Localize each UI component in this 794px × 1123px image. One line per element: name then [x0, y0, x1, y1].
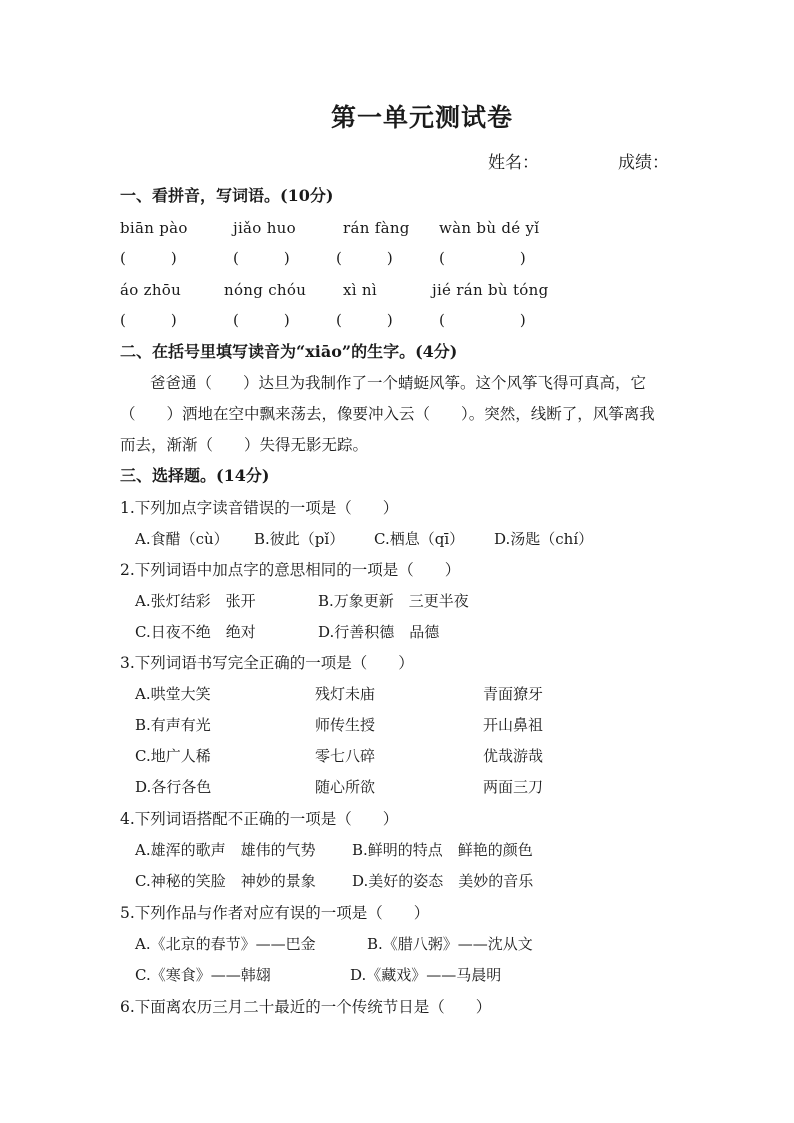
- option-c[interactable]: C.栖息（qī）: [374, 530, 465, 548]
- answer-blank[interactable]: ( ): [336, 249, 393, 267]
- score-label: 成绩：: [618, 153, 669, 173]
- pinyin-item: áo zhōu: [120, 281, 182, 299]
- question-stem: 3.下列词语书写完全正确的一项是（ ）: [120, 654, 414, 672]
- pinyin-item: wàn bù dé yǐ: [439, 219, 540, 237]
- fill-paragraph-line: 爸爸通（ ）达旦为我制作了一个蜻蜓风筝。这个风筝飞得可真高，它: [150, 374, 647, 392]
- option-b[interactable]: B.鲜明的特点 鲜艳的颜色: [352, 841, 533, 859]
- option-d[interactable]: D.美好的姿态 美妙的音乐: [352, 872, 534, 890]
- section3-heading: 三、选择题。(14分): [120, 466, 270, 485]
- option-c[interactable]: C.日夜不绝 绝对: [135, 623, 256, 641]
- answer-blank[interactable]: ( ): [439, 311, 526, 329]
- option-word: 随心所欲: [315, 778, 376, 796]
- option-a[interactable]: A.《北京的春节》——巴金: [135, 935, 316, 953]
- answer-blank[interactable]: ( ): [439, 249, 526, 267]
- fill-paragraph-line: 而去，渐渐（ ）失得无影无踪。: [120, 436, 369, 454]
- answer-blank[interactable]: ( ): [120, 311, 177, 329]
- pinyin-item: nóng chóu: [224, 281, 307, 299]
- option-word: 师传生授: [315, 716, 376, 734]
- name-label: 姓名：: [488, 153, 539, 173]
- option-word: 青面獠牙: [483, 685, 544, 703]
- option-word: 优哉游哉: [483, 747, 544, 765]
- option-word: 两面三刀: [483, 778, 544, 796]
- answer-blank[interactable]: ( ): [233, 249, 290, 267]
- option-b[interactable]: B.万象更新 三更半夜: [318, 592, 469, 610]
- option-c[interactable]: C.地广人稀: [135, 747, 211, 765]
- option-d[interactable]: D.汤匙（chí）: [494, 530, 594, 548]
- option-a[interactable]: A.哄堂大笑: [135, 685, 211, 703]
- option-word: 零七八碎: [315, 747, 376, 765]
- section2-heading: 二、在括号里填写读音为“xiāo”的生字。(4分): [120, 342, 458, 361]
- option-c[interactable]: C.《寒食》——韩翃: [135, 966, 271, 984]
- option-d[interactable]: D.行善积德 品德: [318, 623, 440, 641]
- question-stem: 4.下列词语搭配不正确的一项是（ ）: [120, 810, 399, 828]
- question-stem: 6.下面离农历三月二十最近的一个传统节日是（ ）: [120, 998, 492, 1016]
- option-word: 残灯未庙: [315, 685, 376, 703]
- option-c[interactable]: C.神秘的笑脸 神妙的景象: [135, 872, 316, 890]
- option-a[interactable]: A.食醋（cù）: [135, 530, 229, 548]
- pinyin-item: biān pào: [120, 219, 188, 237]
- section1-heading: 一、看拼音，写词语。(10分): [120, 186, 334, 205]
- answer-blank[interactable]: ( ): [120, 249, 177, 267]
- pinyin-item: rán fàng: [343, 219, 410, 237]
- option-d[interactable]: D.各行各色: [135, 778, 212, 796]
- option-b[interactable]: B.彼此（pǐ）: [254, 530, 345, 548]
- pinyin-item: xì nì: [343, 281, 377, 299]
- option-word: 开山鼻祖: [483, 716, 544, 734]
- answer-blank[interactable]: ( ): [336, 311, 393, 329]
- question-stem: 2.下列词语中加点字的意思相同的一项是（ ）: [120, 561, 461, 579]
- pinyin-item: jiǎo huo: [233, 219, 296, 237]
- question-stem: 1.下列加点字读音错误的一项是（ ）: [120, 499, 399, 517]
- fill-paragraph-line: （ ）洒地在空中飘来荡去，像要冲入云（ ）。突然，线断了，风筝离我: [120, 405, 655, 423]
- option-b[interactable]: B.《腊八粥》——沈从文: [367, 935, 533, 953]
- option-a[interactable]: A.雄浑的歌声 雄伟的气势: [135, 841, 316, 859]
- option-b[interactable]: B.有声有光: [135, 716, 211, 734]
- page-title: 第一单元测试卷: [330, 103, 513, 132]
- option-a[interactable]: A.张灯结彩 张开: [135, 592, 256, 610]
- option-d[interactable]: D.《藏戏》——马晨明: [350, 966, 502, 984]
- pinyin-item: jié rán bù tóng: [432, 281, 549, 299]
- answer-blank[interactable]: ( ): [233, 311, 290, 329]
- question-stem: 5.下列作品与作者对应有误的一项是（ ）: [120, 904, 430, 922]
